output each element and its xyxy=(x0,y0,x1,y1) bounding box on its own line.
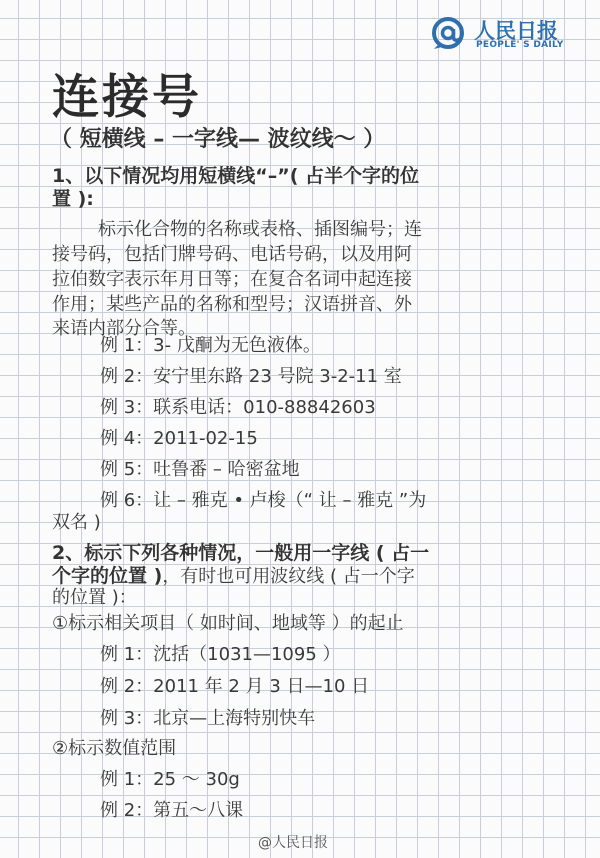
section2-heading-rest: ，有时也可用波纹线 ( 占一个字 xyxy=(162,566,415,587)
section1-heading-line2: 置 ): xyxy=(52,188,94,210)
page-subtitle: （ 短横线 – 一字线— 波纹线～ ） xyxy=(50,127,386,152)
section2-item1: ①标示相关项目（ 如时间、地域等 ）的起止 xyxy=(52,613,404,634)
section1-body-line5: 来语内部分合等。 xyxy=(52,318,196,339)
section1-example-6-tail: 双名 ) xyxy=(52,512,101,533)
section1-example-4: 例 4：2011-02-15 xyxy=(100,428,258,449)
section2-heading-bold: 个字的位置 ) xyxy=(52,565,163,587)
logo-chinese-text: 人民日报 xyxy=(474,19,558,43)
footer-watermark: @人民日报 xyxy=(258,835,328,851)
section1-heading-line1: 1、以下情况均用短横线“–”( 占半个字的位 xyxy=(52,165,419,187)
section1-body-line2: 接号码，包括门牌号码、电话号码，以及用阿 xyxy=(52,244,412,265)
section2-item2-example-1: 例 1：25 ～ 30g xyxy=(100,769,240,790)
logo-english-text: PEOPLE' S DAILY xyxy=(476,40,564,50)
section2-heading-line3: 的位置 )： xyxy=(52,587,137,608)
section1-body-line4: 作用；某些产品的名称和型号；汉语拼音、外 xyxy=(52,294,412,315)
section2-item1-example-2: 例 2：2011 年 2 月 3 日—10 日 xyxy=(100,676,370,697)
peoples-daily-logo xyxy=(432,14,582,54)
section2-item2: ②标示数值范围 xyxy=(52,738,177,759)
section1-example-2: 例 2：安宁里东路 23 号院 3-2-11 室 xyxy=(100,366,402,387)
section1-example-1: 例 1：3- 戊酮为无色液体。 xyxy=(100,335,321,356)
section1-body-line3: 拉伯数字表示年月日等；在复合名词中起连接 xyxy=(52,269,412,290)
section1-body-line1: 标示化合物的名称或表格、插图编号；连 xyxy=(98,219,422,240)
at-sign-logo-icon xyxy=(432,16,468,50)
section2-heading-line1: 2、标示下列各种情况，一般用一字线 ( 占一 xyxy=(52,542,430,564)
section2-item1-example-1: 例 1：沈括（1031—1095 ） xyxy=(100,644,341,665)
section2-item1-example-3: 例 3：北京—上海特别快车 xyxy=(100,708,316,729)
section1-example-5: 例 5：吐鲁番 – 哈密盆地 xyxy=(100,459,300,480)
section2-item2-example-2: 例 2：第五～八课 xyxy=(100,800,244,821)
section1-example-3: 例 3：联系电话：010-88842603 xyxy=(100,397,376,418)
page-title: 连接号 xyxy=(52,70,202,125)
section1-example-6: 例 6：让 – 雅克 • 卢梭（“ 让 – 雅克 ”为 xyxy=(100,490,427,511)
